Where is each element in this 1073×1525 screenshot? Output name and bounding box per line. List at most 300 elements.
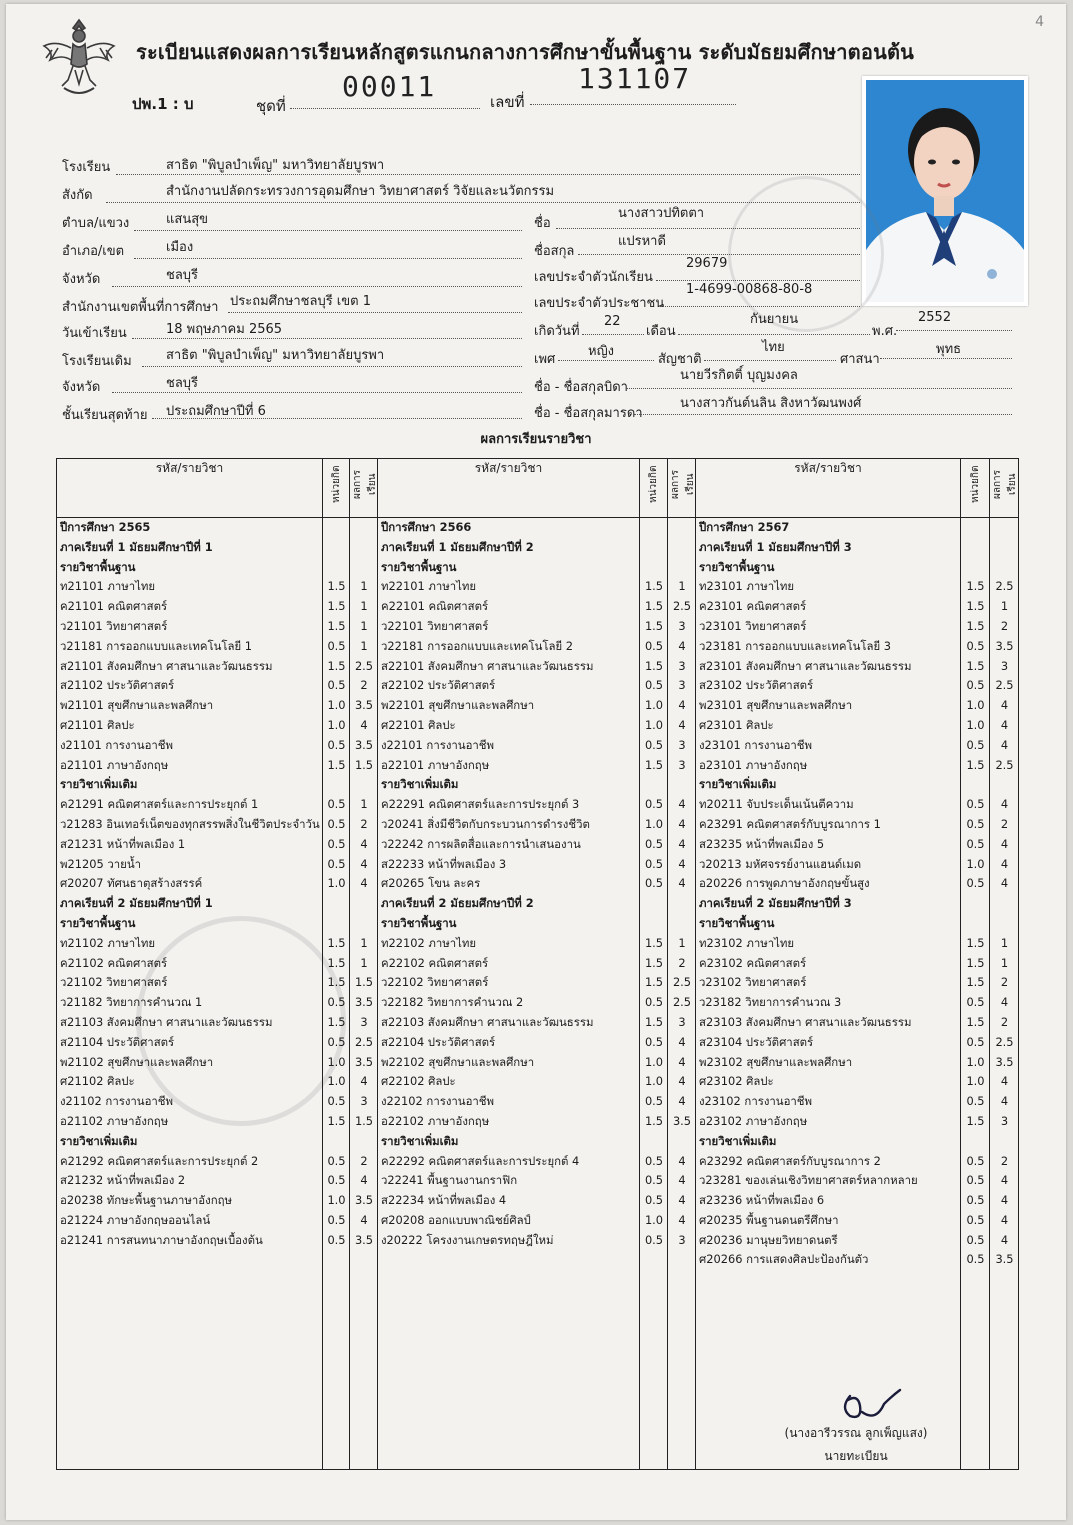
- sex-label: เพศ: [534, 352, 556, 367]
- subject-row: [57, 1171, 377, 1191]
- subject-name: ท23101 ภาษาไทย: [699, 579, 795, 594]
- subject-row: [378, 934, 695, 954]
- subject-row: [57, 815, 377, 835]
- grade-value: 2.5: [672, 599, 692, 614]
- subject-name: อ21102 ภาษาอังกฤษ: [60, 1113, 169, 1128]
- credit-value: 1.0: [327, 698, 346, 713]
- year-column-rows: [696, 518, 1018, 1270]
- grade-value: 2: [1000, 1014, 1009, 1029]
- subject-name: พ23101 สุขศึกษาและพลศึกษา: [699, 698, 853, 713]
- grade-value: 1: [360, 935, 368, 950]
- section-header-row: [378, 914, 695, 934]
- province-value: ชลบุรี: [166, 268, 199, 283]
- subject-header: [696, 459, 961, 518]
- credit-value: 1.5: [966, 579, 985, 594]
- credit-value: 1.5: [966, 975, 985, 990]
- subject-name: ว21283 อินเทอร์เน็ตของทุกสรรพสิ่งในชีวิตประจำวัน: [60, 816, 320, 831]
- subject-name: ส21232 หน้าที่พลเมือง 2: [60, 1173, 186, 1188]
- subject-row: [696, 815, 1018, 835]
- section-header-label: รายวิชาพื้นฐาน: [699, 915, 775, 930]
- subject-row: [378, 657, 695, 677]
- grade-value: 2.5: [672, 995, 692, 1010]
- credit-value: 1.0: [966, 1074, 985, 1089]
- subject-row: [378, 676, 695, 696]
- subject-row: [57, 954, 377, 974]
- grade-value: 3.5: [995, 1252, 1014, 1267]
- section-header-label: รายวิชาพื้นฐาน: [60, 915, 136, 930]
- subject-row: [696, 1053, 1018, 1073]
- subject-name: ว22181 การออกแบบและเทคโนโลยี 2: [381, 638, 574, 653]
- grade-value: 4: [1000, 737, 1009, 752]
- subject-row: [57, 1231, 377, 1251]
- credit-value: 1.5: [966, 599, 985, 614]
- credit-value: 1.5: [644, 1014, 664, 1029]
- subject-row: [378, 1171, 695, 1191]
- grade-value: 2.5: [995, 757, 1014, 772]
- subject-name: อ20238 ทักษะพื้นฐานภาษาอังกฤษ: [60, 1193, 233, 1208]
- grade-value: 4: [360, 856, 368, 871]
- subject-row: [378, 1191, 695, 1211]
- subject-name: พ22102 สุขศึกษาและพลศึกษา: [381, 1054, 535, 1069]
- section-header-label: ภาคเรียนที่ 1 มัธยมศึกษาปีที่ 3: [699, 539, 852, 554]
- grade-value: 4: [678, 797, 686, 812]
- subject-row: [378, 1072, 695, 1092]
- birth-month-label: เดือน: [646, 324, 676, 339]
- subject-row: [378, 855, 695, 875]
- grade-value: 4: [1000, 995, 1009, 1010]
- grade-value: 3.5: [354, 737, 374, 752]
- birth-year-label: พ.ศ.: [872, 324, 898, 339]
- subject-name: ว21102 วิทยาศาสตร์: [60, 975, 168, 990]
- credit-value: 0.5: [966, 995, 985, 1010]
- section-header-row: [57, 914, 377, 934]
- credit-value: 0.5: [327, 1153, 346, 1168]
- subject-row: [57, 973, 377, 993]
- section-header-label: ปีการศึกษา 2565: [60, 520, 151, 534]
- grade-value: 1: [1000, 955, 1009, 970]
- subject-row: [696, 993, 1018, 1013]
- subject-name: ง22101 การงานอาชีพ: [381, 737, 495, 752]
- subject-row: [696, 954, 1018, 974]
- section-header-row: [57, 775, 377, 795]
- column-divider: [639, 516, 640, 1470]
- section-header-row: [378, 775, 695, 795]
- credit-value: 1.5: [327, 599, 346, 614]
- subject-name: ท23102 ภาษาไทย: [699, 935, 795, 950]
- grade-value: 4: [678, 1054, 686, 1069]
- subject-row: [57, 756, 377, 776]
- grade-value: 4: [678, 1173, 686, 1188]
- subject-row: [57, 637, 377, 657]
- section-header-label: รายวิชาเพิ่มเติม: [381, 777, 459, 792]
- subject-name: ส22102 ประวัติศาสตร์: [381, 678, 496, 693]
- credit-value: 1.5: [966, 1014, 985, 1029]
- subject-row: [378, 874, 695, 894]
- subject-name: พ22101 สุขศึกษาและพลศึกษา: [381, 698, 535, 713]
- subject-row: [57, 676, 377, 696]
- subject-row: [378, 835, 695, 855]
- subject-row: [696, 795, 1018, 815]
- grade-value: 1: [678, 935, 686, 950]
- subject-name: ท21101 ภาษาไทย: [60, 579, 156, 594]
- section-header-label: ปีการศึกษา 2566: [381, 520, 472, 534]
- subject-name: ว20213 มหัศจรรย์งานแฮนด์เมด: [699, 856, 862, 871]
- credit-value: 0.5: [644, 638, 664, 653]
- subject-row: [378, 1152, 695, 1172]
- grade-value: 4: [678, 1212, 686, 1227]
- grade-value: 4: [1000, 1232, 1009, 1247]
- subject-name: อ22102 ภาษาอังกฤษ: [381, 1113, 490, 1128]
- subject-row: [57, 1092, 377, 1112]
- grade-value: 3.5: [354, 995, 374, 1010]
- grade-value: 4: [360, 1173, 368, 1188]
- credit-value: 1.5: [327, 955, 346, 970]
- citizen-id-value: 1-4699-00868-80-8: [686, 282, 813, 297]
- credit-value: 0.5: [966, 1193, 985, 1208]
- father-name-label: ชื่อ - ชื่อสกุลบิดา: [534, 380, 628, 395]
- grade-value: 4: [1000, 856, 1009, 871]
- subject-row: [378, 637, 695, 657]
- credit-value: 1.5: [966, 618, 985, 633]
- birth-day-value: 22: [604, 314, 621, 329]
- student-id-label: เลขประจำตัวนักเรียน: [534, 270, 653, 285]
- transcript-page: [6, 4, 1066, 1520]
- credit-value: 0.5: [644, 856, 664, 871]
- credit-value: 0.5: [327, 638, 346, 653]
- birth-day-label: เกิดวันที่: [534, 324, 580, 339]
- subject-name: อ21224 ภาษาอังกฤษออนไลน์: [60, 1212, 211, 1227]
- subject-row: [378, 597, 695, 617]
- credit-value: 1.0: [644, 1054, 664, 1069]
- credit-value: 1.5: [644, 955, 664, 970]
- birth-month-value: กันยายน: [750, 312, 799, 327]
- grade-value: 2: [1000, 618, 1009, 633]
- credit-value: 0.5: [644, 1193, 664, 1208]
- credit-value: 1.5: [327, 975, 346, 990]
- credit-value: 1.5: [327, 579, 346, 594]
- subject-name: ศ22102 ศิลปะ: [381, 1074, 456, 1089]
- subject-row: [696, 1033, 1018, 1053]
- subject-row: [378, 954, 695, 974]
- credit-value: 1.0: [966, 717, 985, 732]
- credit-value: 1.5: [327, 935, 346, 950]
- last-grade-label: ชั้นเรียนสุดท้าย: [62, 408, 148, 423]
- subject-name: ว23102 วิทยาศาสตร์: [699, 975, 807, 990]
- subject-name: ค22291 คณิตศาสตร์และการประยุกต์ 3: [381, 797, 580, 812]
- section-header-row: [57, 538, 377, 558]
- grade-header-label: ผลการเรียน: [670, 469, 696, 499]
- grade-value: 3: [678, 658, 686, 673]
- subject-row: [57, 795, 377, 815]
- subject-row: [57, 1053, 377, 1073]
- grade-value: 2: [1000, 975, 1009, 990]
- subject-row: [696, 855, 1018, 875]
- section-header-label: รายวิชาพื้นฐาน: [699, 559, 775, 574]
- section-header-row: [378, 558, 695, 578]
- subject-row: [696, 657, 1018, 677]
- section-header-row: [696, 894, 1018, 914]
- entry-date-value: 18 พฤษภาคม 2565: [166, 322, 283, 337]
- religion-value: พุทธ: [936, 342, 962, 357]
- subject-row: [378, 1231, 695, 1251]
- signature-mark-icon: [836, 1386, 906, 1426]
- grade-value: 4: [360, 1074, 368, 1089]
- subject-row: [57, 1033, 377, 1053]
- credit-value: 0.5: [327, 1232, 346, 1247]
- grade-value: 3: [678, 618, 686, 633]
- credit-value: 0.5: [966, 1034, 985, 1049]
- grade-value: 4: [1000, 1212, 1009, 1227]
- subject-name: ส23102 ประวัติศาสตร์: [699, 678, 814, 693]
- grade-value: 4: [1000, 717, 1009, 732]
- credit-value: 0.5: [327, 856, 346, 871]
- subject-header-label: รหัส/รายวิชา: [155, 461, 224, 475]
- previous-school-value: สาธิต "พิบูลบำเพ็ญ" มหาวิทยาลัยบูรพา: [166, 348, 385, 363]
- subject-row: [696, 1211, 1018, 1231]
- school-value: สาธิต "พิบูลบำเพ็ญ" มหาวิทยาลัยบูรพา: [166, 158, 385, 173]
- section-header-row: [696, 538, 1018, 558]
- subject-name: ส23104 ประวัติศาสตร์: [699, 1034, 814, 1049]
- section-header-label: รายวิชาพื้นฐาน: [381, 915, 457, 930]
- subject-name: อ20226 การพูดภาษาอังกฤษขั้นสูง: [699, 876, 870, 891]
- grade-value: 1: [360, 955, 368, 970]
- subject-row: [57, 577, 377, 597]
- subject-name: อ23102 ภาษาอังกฤษ: [699, 1113, 808, 1128]
- subject-name: พ21102 สุขศึกษาและพลศึกษา: [60, 1054, 214, 1069]
- grade-value: 2: [360, 816, 368, 831]
- subject-row: [696, 835, 1018, 855]
- garuda-emblem-icon: [40, 14, 118, 100]
- subject-row: [57, 1112, 377, 1132]
- subject-name: ว23181 การออกแบบและเทคโนโลยี 3: [699, 638, 892, 653]
- grade-header: [990, 459, 1019, 518]
- credit-value: 0.5: [327, 816, 346, 831]
- credit-value: 0.5: [966, 1094, 985, 1109]
- page-number: 4: [1035, 14, 1044, 30]
- subject-name: ว22182 วิทยาการคำนวณ 2: [381, 995, 524, 1010]
- subject-name: ท22102 ภาษาไทย: [381, 935, 477, 950]
- column-divider: [322, 516, 323, 1470]
- subject-name: อ22101 ภาษาอังกฤษ: [381, 757, 490, 772]
- grade-value: 4: [360, 836, 368, 851]
- credit-value: 0.5: [327, 1034, 346, 1049]
- grade-value: 2.5: [995, 579, 1014, 594]
- credit-header-label: หน่วยกิต: [969, 465, 981, 503]
- year-column-rows: [57, 518, 377, 1250]
- subject-name: ส21103 สังคมศึกษา ศาสนาและวัฒนธรรม: [60, 1014, 273, 1029]
- subject-row: [378, 577, 695, 597]
- credit-value: 0.5: [966, 737, 985, 752]
- grade-value: 1: [1000, 935, 1009, 950]
- subject-name: ค21292 คณิตศาสตร์และการประยุกต์ 2: [60, 1153, 259, 1168]
- credit-value: 0.5: [644, 1034, 664, 1049]
- subject-name: ส23101 สังคมศึกษา ศาสนาและวัฒนธรรม: [699, 658, 912, 673]
- subject-row: [57, 1211, 377, 1231]
- subject-row: [57, 993, 377, 1013]
- subject-name: ศ22101 ศิลปะ: [381, 717, 456, 732]
- subject-row: [378, 993, 695, 1013]
- credit-value: 1.5: [327, 757, 346, 772]
- subject-row: [57, 835, 377, 855]
- credit-value: 0.5: [966, 638, 985, 653]
- credit-value: 0.5: [966, 816, 985, 831]
- column-divider: [349, 516, 350, 1470]
- subject-header-label: รหัส/รายวิชา: [474, 461, 543, 475]
- credit-value: 1.5: [966, 757, 985, 772]
- subject-name: ส23236 หน้าที่พลเมือง 6: [699, 1193, 825, 1208]
- section-header-row: [696, 558, 1018, 578]
- grade-value: 3.5: [995, 1054, 1014, 1069]
- credit-value: 0.5: [966, 836, 985, 851]
- grade-value: 1: [360, 618, 368, 633]
- previous-school-label: โรงเรียนเดิม: [62, 354, 132, 369]
- subject-name: พ21205 วายน้ำ: [60, 856, 142, 871]
- subject-row: [696, 577, 1018, 597]
- grade-value: 4: [1000, 876, 1009, 891]
- grade-value: 3: [360, 1094, 368, 1109]
- subject-row: [57, 855, 377, 875]
- entry-date-label: วันเข้าเรียน: [62, 326, 127, 341]
- grade-value: 3.5: [354, 1193, 374, 1208]
- grade-value: 4: [1000, 1173, 1009, 1188]
- section-header-row: [696, 518, 1018, 538]
- subject-row: [57, 1152, 377, 1172]
- subject-row: [57, 597, 377, 617]
- school-label: โรงเรียน: [62, 160, 111, 175]
- credit-value: 1.5: [327, 658, 346, 673]
- year-column-2566: [378, 518, 696, 1470]
- subject-row: [696, 756, 1018, 776]
- credit-value: 0.5: [644, 737, 664, 752]
- number-label: เลขที่: [490, 93, 525, 111]
- form-code: ปพ.1 : บ: [132, 95, 194, 113]
- subject-row: [696, 973, 1018, 993]
- credit-value: 1.5: [644, 757, 664, 772]
- grade-value: 4: [678, 1034, 686, 1049]
- subject-name: ว21101 วิทยาศาสตร์: [60, 618, 168, 633]
- section-header-label: ปีการศึกษา 2567: [699, 520, 790, 534]
- subject-name: ส22103 สังคมศึกษา ศาสนาและวัฒนธรรม: [381, 1014, 594, 1029]
- subject-name: ศ20208 ออกแบบพาณิชย์ศิลป์: [381, 1212, 531, 1227]
- grade-value: 2.5: [354, 658, 374, 673]
- grade-value: 4: [678, 717, 686, 732]
- grade-value: 3.5: [354, 1054, 374, 1069]
- credit-value: 0.5: [966, 797, 985, 812]
- subject-row: [57, 716, 377, 736]
- subject-name: ว22101 วิทยาศาสตร์: [381, 618, 489, 633]
- district-label: อำเภอ/เขต: [62, 244, 125, 259]
- year-column-2567: [696, 518, 1019, 1470]
- subject-name: ง23101 การงานอาชีพ: [699, 737, 813, 752]
- subject-row: [696, 874, 1018, 894]
- subject-name: ส22101 สังคมศึกษา ศาสนาและวัฒนธรรม: [381, 658, 594, 673]
- subject-name: พ21101 สุขศึกษาและพลศึกษา: [60, 698, 214, 713]
- subject-name: ง22102 การงานอาชีพ: [381, 1094, 495, 1109]
- subject-row: [57, 696, 377, 716]
- grade-value: 4: [360, 876, 368, 891]
- grade-value: 1: [360, 638, 368, 653]
- subject-row: [57, 1013, 377, 1033]
- credit-value: 1.0: [644, 698, 664, 713]
- section-header-label: รายวิชาพื้นฐาน: [381, 559, 457, 574]
- credit-header-label: หน่วยกิต: [330, 465, 342, 503]
- credit-value: 1.5: [644, 599, 664, 614]
- section-header-label: รายวิชาเพิ่มเติม: [60, 1133, 138, 1148]
- grade-value: 2: [1000, 816, 1009, 831]
- subject-name: ค23101 คณิตศาสตร์: [699, 599, 807, 614]
- subject-name: ศ20207 ทัศนธาตุสร้างสรรค์: [60, 876, 203, 891]
- student-name-value: นางสาวปทิตตา: [618, 206, 705, 221]
- grade-value: 4: [678, 856, 686, 871]
- year-column-rows: [378, 518, 695, 1250]
- subject-name: ค22101 คณิตศาสตร์: [381, 599, 489, 614]
- credit-value: 0.5: [966, 1232, 985, 1247]
- grade-value: 4: [678, 638, 686, 653]
- subject-row: [378, 1112, 695, 1132]
- mother-name-label: ชื่อ - ชื่อสกุลมารดา: [534, 406, 643, 421]
- subject-name: ง21101 การงานอาชีพ: [60, 737, 174, 752]
- credit-value: 1.5: [966, 1113, 985, 1128]
- subject-name: ศ23101 ศิลปะ: [699, 717, 774, 732]
- signature-block: [776, 1424, 936, 1466]
- grade-value: 3.5: [995, 638, 1014, 653]
- subject-name: ว21182 วิทยาการคำนวณ 1: [60, 995, 203, 1010]
- student-surname-label: ชื่อสกุล: [534, 244, 575, 259]
- subject-row: [696, 716, 1018, 736]
- credit-value: 0.5: [327, 1212, 346, 1227]
- credit-value: 0.5: [966, 678, 985, 693]
- subject-row: [696, 597, 1018, 617]
- subject-row: [378, 1013, 695, 1033]
- credit-value: 1.0: [966, 856, 985, 871]
- subject-name: ค21101 คณิตศาสตร์: [60, 599, 168, 614]
- credit-value: 1.5: [966, 935, 985, 950]
- results-section-title: ผลการเรียนรายวิชา: [480, 432, 592, 447]
- subject-row: [378, 815, 695, 835]
- subject-row: [696, 696, 1018, 716]
- section-header-row: [696, 775, 1018, 795]
- section-header-label: ภาคเรียนที่ 1 มัธยมศึกษาปีที่ 2: [381, 539, 534, 554]
- subject-name: ง21102 การงานอาชีพ: [60, 1094, 174, 1109]
- grade-value: 3: [678, 678, 686, 693]
- credit-value: 0.5: [644, 1232, 664, 1247]
- subject-name: ท20211 จับประเด็นเน้นตีความ: [699, 797, 854, 812]
- grade-header-label: ผลการเรียน: [992, 469, 1018, 499]
- subject-name: ศ20265 โขน ละคร: [381, 876, 481, 891]
- grade-value: 1: [1000, 599, 1009, 614]
- grade-value: 2: [360, 678, 368, 693]
- credit-value: 1.5: [644, 658, 664, 673]
- subject-name: ท22101 ภาษาไทย: [381, 579, 477, 594]
- credit-value: 0.5: [966, 1212, 985, 1227]
- grade-header: [668, 459, 696, 518]
- credit-value: 0.5: [966, 1153, 985, 1168]
- subject-name: ส23103 สังคมศึกษา ศาสนาและวัฒนธรรม: [699, 1014, 912, 1029]
- grade-value: 4: [678, 1074, 686, 1089]
- subject-row: [378, 716, 695, 736]
- subject-name: ว22241 พื้นฐานงานกราฟิก: [381, 1173, 518, 1188]
- subject-header-label: รหัส/รายวิชา: [794, 461, 862, 475]
- father-name-value: นายวีรกิตติ์ บุญมงคล: [680, 368, 798, 383]
- registrar-name: (นางอารีวรรณ ลูกเพ็ญแสง): [784, 1426, 928, 1440]
- credit-value: 0.5: [327, 737, 346, 752]
- grade-value: 2.5: [995, 1034, 1014, 1049]
- grade-value: 4: [678, 876, 686, 891]
- subject-row: [696, 736, 1018, 756]
- subject-name: ส22234 หน้าที่พลเมือง 4: [381, 1193, 507, 1208]
- credit-value: 0.5: [966, 1173, 985, 1188]
- subject-row: [696, 1072, 1018, 1092]
